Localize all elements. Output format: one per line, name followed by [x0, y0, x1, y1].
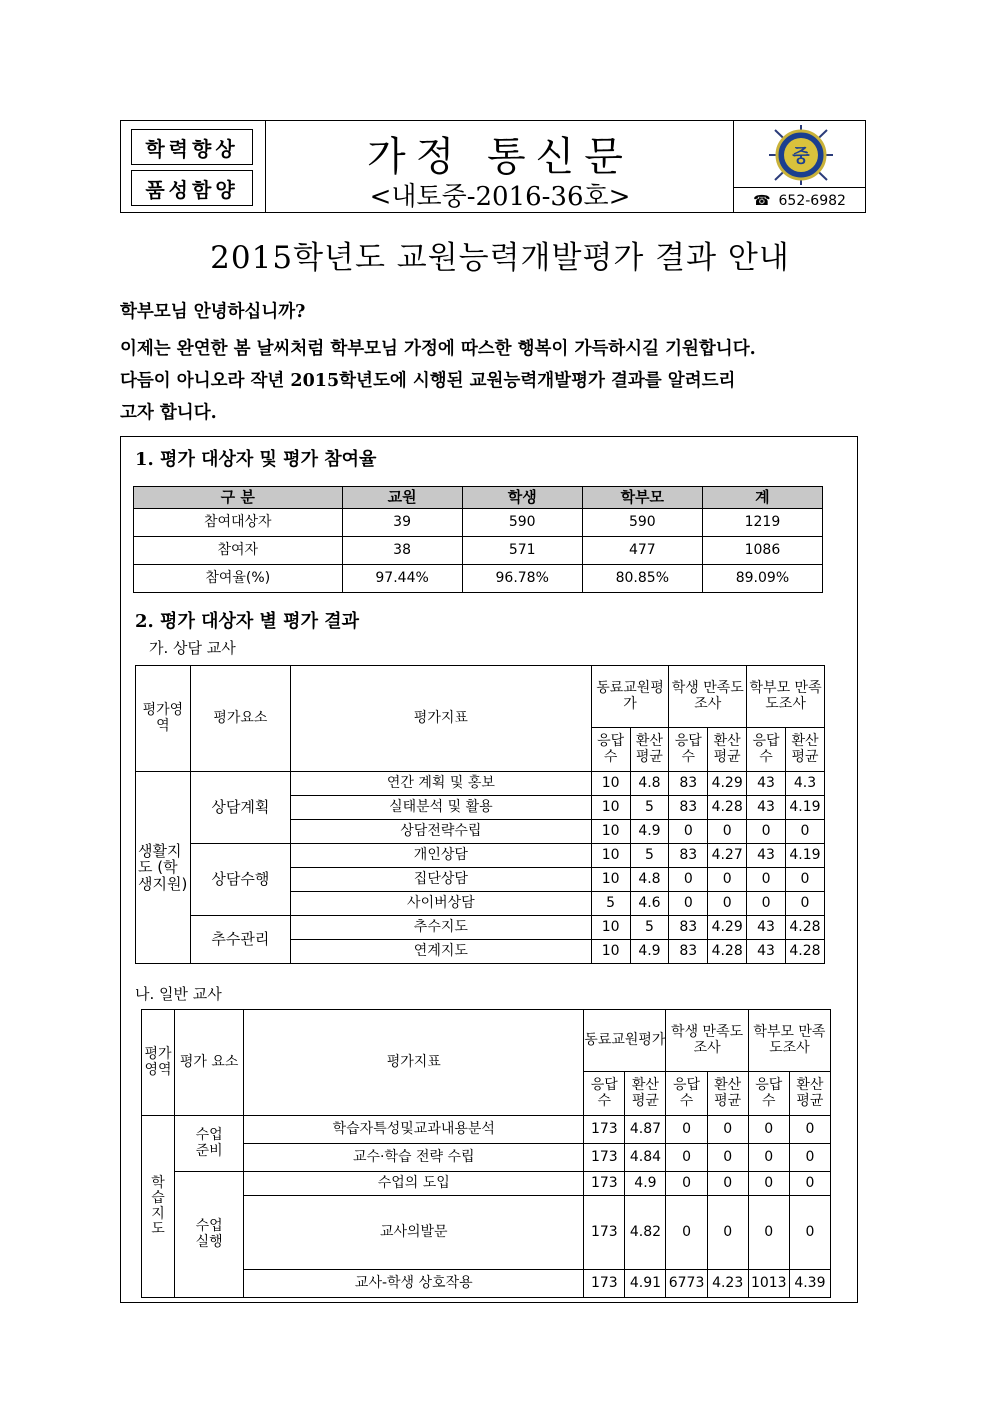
table-cell: 173 [584, 1144, 625, 1172]
indicator-cell: 개인상담 [291, 844, 592, 868]
table-cell: 0 [748, 1116, 789, 1144]
intro-line-3: 다듬이 아니오라 작년 2015학년도에 시행된 교원능력개발평가 결과를 알려드리 [120, 371, 736, 391]
header-element: 평가 요소 [175, 1010, 244, 1116]
table-cell: 4.87 [625, 1116, 666, 1144]
phone-box [733, 187, 866, 214]
table-cell: 0 [707, 1196, 748, 1270]
table-cell: 4.9 [630, 820, 669, 844]
table-cell: 10 [591, 916, 630, 940]
table-cell: 10 [591, 820, 630, 844]
table-cell: 참여자 [134, 537, 343, 565]
area-cell: 생활지도 (학생지원) [136, 772, 191, 964]
table-cell: 43 [747, 844, 786, 868]
table-cell: 4.9 [625, 1172, 666, 1196]
table-cell: 0 [666, 1196, 707, 1270]
table-cell: 83 [669, 772, 708, 796]
header-student: 학생 만족도조사 [666, 1010, 748, 1072]
table-cell: 4.23 [707, 1270, 748, 1298]
table-cell: 590 [582, 509, 702, 537]
table-cell: 4.8 [630, 772, 669, 796]
table-cell: 4.84 [625, 1144, 666, 1172]
table-cell: 89.09% [702, 565, 822, 593]
header-element: 평가요소 [190, 666, 290, 772]
table-cell: 4.29 [708, 916, 747, 940]
table-row [136, 916, 825, 940]
header-parent: 학부모 만족도조사 [748, 1010, 830, 1072]
table-cell: 4.28 [785, 916, 824, 940]
table-row [142, 1270, 831, 1298]
table-cell: 0 [747, 892, 786, 916]
table-cell: 83 [669, 844, 708, 868]
table-cell: 83 [669, 916, 708, 940]
table-cell: 10 [591, 772, 630, 796]
table-row [134, 509, 823, 537]
table-cell: 80.85% [582, 565, 702, 593]
indicator-cell: 교사의발문 [244, 1196, 584, 1270]
table-cell: 0 [669, 820, 708, 844]
group-cell: 상담수행 [190, 844, 290, 916]
area-cell: 학습지도 [142, 1116, 175, 1298]
phone-icon: ☎ [753, 193, 771, 209]
col-header: 학부모 [582, 487, 702, 509]
table-cell: 0 [747, 820, 786, 844]
table-cell: 10 [591, 796, 630, 820]
table-cell: 1013 [748, 1270, 789, 1298]
table-cell: 0 [708, 820, 747, 844]
table-cell: 173 [584, 1172, 625, 1196]
table-cell: 97.44% [342, 565, 462, 593]
col-header: 학생 [462, 487, 582, 509]
table-cell: 0 [789, 1144, 830, 1172]
table-cell: 0 [748, 1144, 789, 1172]
participation-header-row [134, 487, 823, 509]
header-area: 평가영역 [142, 1010, 175, 1116]
group-cell: 추수관리 [190, 916, 290, 964]
header-parent: 학부모 만족도조사 [747, 666, 825, 728]
table-cell: 4.28 [708, 940, 747, 964]
table-cell: 0 [666, 1116, 707, 1144]
table-cell: 38 [342, 537, 462, 565]
table-cell: 0 [789, 1196, 830, 1270]
indicator-cell: 연계지도 [291, 940, 592, 964]
table-cell: 5 [630, 916, 669, 940]
table-cell: 0 [669, 892, 708, 916]
table-cell: 0 [789, 1116, 830, 1144]
intro-line-4: 고자 합니다. [120, 403, 217, 423]
counselor-table [135, 665, 825, 964]
header-resp: 응답수 [666, 1072, 707, 1116]
newsletter-title: 가정 통신문 [367, 134, 633, 180]
header-avg: 환산평균 [707, 1072, 748, 1116]
table-cell: 4.6 [630, 892, 669, 916]
table-cell: 0 [666, 1144, 707, 1172]
table-cell: 43 [747, 772, 786, 796]
indicator-cell: 연간 계획 및 홍보 [291, 772, 592, 796]
header-resp: 응답수 [748, 1072, 789, 1116]
table-cell: 477 [582, 537, 702, 565]
table-cell: 1086 [702, 537, 822, 565]
table-cell: 0 [789, 1172, 830, 1196]
table-cell: 43 [747, 796, 786, 820]
table-cell: 0 [708, 868, 747, 892]
table-cell: 83 [669, 796, 708, 820]
indicator-cell: 추수지도 [291, 916, 592, 940]
table-cell: 4.28 [785, 940, 824, 964]
section-2-heading: 2. 평가 대상자 별 평가 결과 [135, 611, 360, 632]
motto-1: 학력향상 [131, 129, 253, 165]
table-cell: 5 [630, 796, 669, 820]
table-row [142, 1196, 831, 1270]
table-cell: 참여대상자 [134, 509, 343, 537]
table-row [142, 1116, 831, 1144]
indicator-cell: 실태분석 및 활용 [291, 796, 592, 820]
indicator-cell: 교사-학생 상호작용 [244, 1270, 584, 1298]
header-indicator: 평가지표 [244, 1010, 584, 1116]
table-cell: 10 [591, 868, 630, 892]
header-resp: 응답수 [584, 1072, 625, 1116]
table-cell: 참여율(%) [134, 565, 343, 593]
indicator-cell: 학습자특성및교과내용분석 [244, 1116, 584, 1144]
table-cell: 10 [591, 940, 630, 964]
table-cell: 4.19 [785, 796, 824, 820]
table-cell: 0 [785, 868, 824, 892]
header-avg: 환산평균 [625, 1072, 666, 1116]
table-cell: 83 [669, 940, 708, 964]
header-box [120, 120, 866, 213]
intro-line-1: 학부모님 안녕하십니까? [120, 302, 306, 322]
table-cell: 0 [747, 868, 786, 892]
intro-line-2: 이제는 완연한 봄 날씨처럼 학부모님 가정에 따스한 행복이 가득하시길 기원합니다. [120, 339, 756, 359]
group-cell: 상담계획 [190, 772, 290, 844]
school-logo [765, 125, 837, 185]
table-cell: 4.19 [785, 844, 824, 868]
table-cell: 0 [666, 1172, 707, 1196]
logo-letter: 중 [792, 146, 810, 167]
table-cell: 590 [462, 509, 582, 537]
table-row [142, 1172, 831, 1196]
table-cell: 4.39 [789, 1270, 830, 1298]
motto-2: 품성함양 [131, 170, 253, 206]
header-avg: 환산평균 [630, 728, 669, 772]
table-cell: 0 [748, 1196, 789, 1270]
table-cell: 5 [630, 844, 669, 868]
group-cell: 수업 준비 [175, 1116, 244, 1172]
header-avg: 환산평균 [789, 1072, 830, 1116]
table-cell: 1219 [702, 509, 822, 537]
indicator-cell: 집단상담 [291, 868, 592, 892]
table-cell: 173 [584, 1116, 625, 1144]
table-cell: 0 [785, 892, 824, 916]
header-avg: 환산평균 [708, 728, 747, 772]
table-row [134, 537, 823, 565]
indicator-cell: 교수·학습 전략 수립 [244, 1144, 584, 1172]
subsection-a-heading: 가. 상담 교사 [149, 639, 236, 657]
issue-number: <내토중-2016-36호> [369, 182, 631, 212]
table-cell: 96.78% [462, 565, 582, 593]
header-student: 학생 만족도조사 [669, 666, 747, 728]
phone-number: 652-6982 [778, 193, 846, 209]
header-resp: 응답수 [747, 728, 786, 772]
indicator-cell: 사이버상담 [291, 892, 592, 916]
table-cell: 4.28 [708, 796, 747, 820]
table-cell: 5 [591, 892, 630, 916]
table-cell: 4.29 [708, 772, 747, 796]
table-cell: 4.27 [708, 844, 747, 868]
table-cell: 43 [747, 916, 786, 940]
table-cell: 4.91 [625, 1270, 666, 1298]
table-cell: 571 [462, 537, 582, 565]
table-cell: 4.8 [630, 868, 669, 892]
header-peer: 동료교원평가 [591, 666, 669, 728]
header-indicator: 평가지표 [291, 666, 592, 772]
header-avg: 환산평균 [785, 728, 824, 772]
col-header: 구 분 [134, 487, 343, 509]
table-row [136, 844, 825, 868]
table-cell: 6773 [666, 1270, 707, 1298]
indicator-cell: 상담전략수립 [291, 820, 592, 844]
group-cell: 수업 실행 [175, 1172, 244, 1298]
document-title: 2015학년도 교원능력개발평가 결과 안내 [210, 240, 790, 276]
header-resp: 응답수 [591, 728, 630, 772]
section-1-heading: 1. 평가 대상자 및 평가 참여율 [135, 449, 377, 470]
subsection-b-heading: 나. 일반 교사 [135, 985, 222, 1003]
table-cell: 0 [669, 868, 708, 892]
table-cell: 173 [584, 1270, 625, 1298]
table-cell: 0 [708, 892, 747, 916]
results-box [120, 436, 858, 1303]
table-row [142, 1144, 831, 1172]
col-header: 계 [702, 487, 822, 509]
table-cell: 10 [591, 844, 630, 868]
table-cell: 0 [707, 1172, 748, 1196]
teacher-table [141, 1009, 831, 1298]
table-cell: 0 [785, 820, 824, 844]
indicator-cell: 수업의 도입 [244, 1172, 584, 1196]
table-cell: 4.82 [625, 1196, 666, 1270]
header-area: 평가영역 [136, 666, 191, 772]
table-cell: 39 [342, 509, 462, 537]
table-row [134, 565, 823, 593]
participation-table [133, 486, 823, 593]
table-cell: 43 [747, 940, 786, 964]
header-peer: 동료교원평가 [584, 1010, 666, 1072]
col-header: 교원 [342, 487, 462, 509]
table-cell: 173 [584, 1196, 625, 1270]
table-cell: 4.9 [630, 940, 669, 964]
table-cell: 4.3 [785, 772, 824, 796]
table-row [136, 772, 825, 796]
table-cell: 0 [748, 1172, 789, 1196]
header-resp: 응답수 [669, 728, 708, 772]
table-cell: 0 [707, 1116, 748, 1144]
table-cell: 0 [707, 1144, 748, 1172]
